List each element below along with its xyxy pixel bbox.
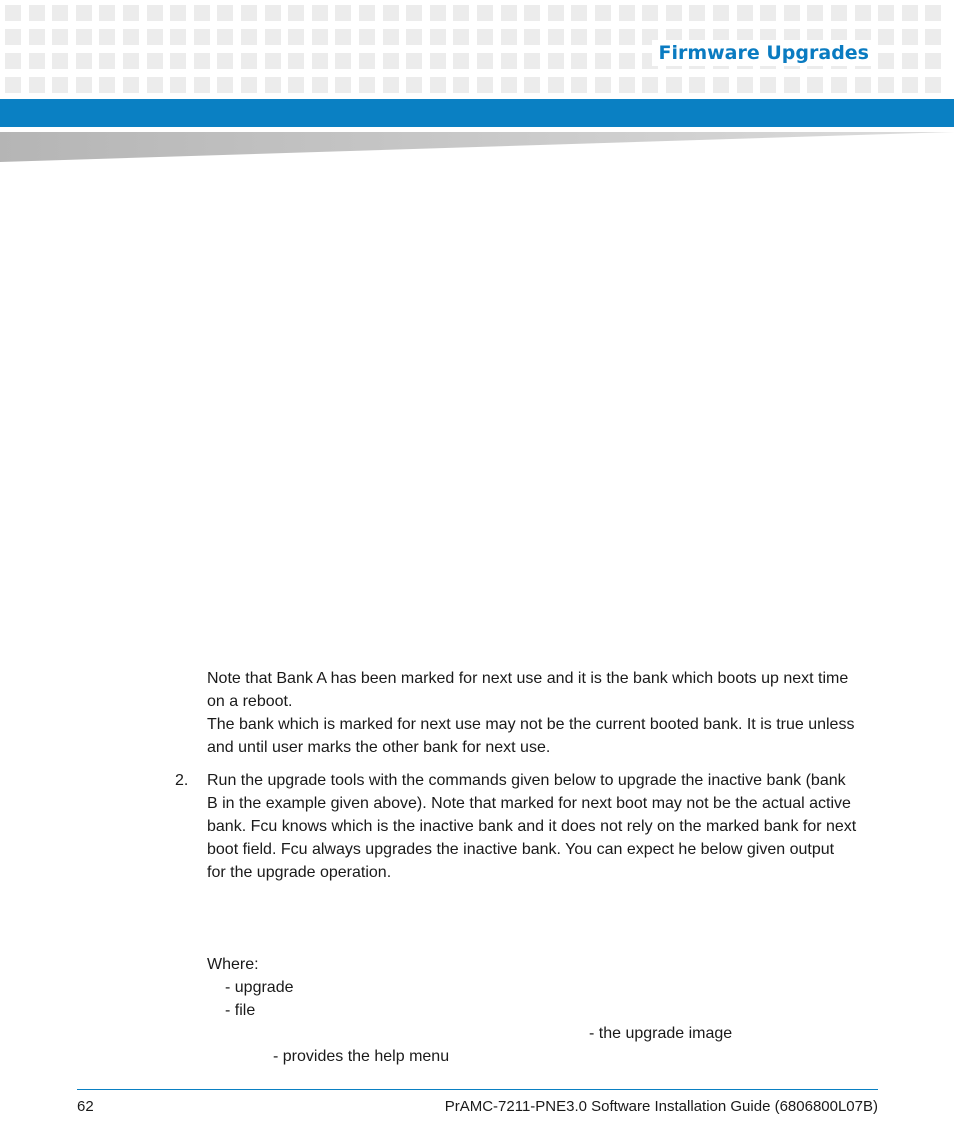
header-square [29,77,45,93]
header-square [619,53,635,69]
header-square [312,77,328,93]
header-square [99,53,115,69]
note-line-3: The bank which is marked for next use may not be the current booted bank. It is true unless [207,716,855,733]
header-square [902,77,918,93]
header-square [784,5,800,21]
footer-doc-title: PrAMC-7211-PNE3.0 Software Installation Guide (6806800L07B) [444,1098,878,1115]
header-square [288,29,304,45]
header-square [619,29,635,45]
header-square [902,53,918,69]
header-square [430,77,446,93]
header-square [123,29,139,45]
header-square [335,29,351,45]
header-square [217,53,233,69]
footer-rule [77,1089,878,1090]
header-square [902,5,918,21]
header-square [571,29,587,45]
header-square [831,77,847,93]
header-square [524,77,540,93]
header-square [241,29,257,45]
header-square [241,53,257,69]
header-square [925,77,941,93]
header-square [29,53,45,69]
header-square [807,5,823,21]
where-label: Where: [207,956,259,973]
header-square [406,77,422,93]
header-square [548,5,564,21]
header-square [642,77,658,93]
header-square [123,5,139,21]
header-square [359,5,375,21]
header-square [335,53,351,69]
header-square [524,29,540,45]
header-square [453,5,469,21]
header-square [265,77,281,93]
step2-line-2: B in the example given above). Note that marked for next boot may not be the actual active [207,795,851,812]
section-title: Firmware Upgrades [652,40,875,66]
header-square [477,5,493,21]
header-square [595,5,611,21]
header-square [76,77,92,93]
header-square [217,29,233,45]
header-square [170,29,186,45]
note-line-2: on a reboot. [207,693,293,710]
header-square [548,77,564,93]
header-square [52,29,68,45]
header-square [194,29,210,45]
where-upgrade: - upgrade [225,979,294,996]
header-square [571,77,587,93]
header-square [878,29,894,45]
header-blue-bar [0,99,954,127]
header-square [925,5,941,21]
header-square [99,77,115,93]
header-square [689,5,705,21]
step-number: 2. [175,772,189,789]
header-square [666,77,682,93]
step2-line-4: boot field. Fcu always upgrades the inactive bank. You can expect he below given output [207,841,835,858]
header-square [453,77,469,93]
header-square [76,29,92,45]
header-square [335,5,351,21]
header-square [76,5,92,21]
header-square [855,77,871,93]
header-square [501,29,517,45]
header-square [335,77,351,93]
header-square [477,29,493,45]
header-square [5,77,21,93]
header-square [902,29,918,45]
header-square [194,77,210,93]
header-square [241,77,257,93]
where-help: - provides the help menu [273,1048,450,1065]
header-square [265,53,281,69]
header-square [288,77,304,93]
header-square [878,77,894,93]
header-square [406,5,422,21]
header-square [925,29,941,45]
header-square [52,77,68,93]
header-square [595,53,611,69]
header-square [666,5,682,21]
header-square [619,77,635,93]
header-square [29,29,45,45]
header-square [784,77,800,93]
page-number: 62 [77,1098,94,1115]
header-square [29,5,45,21]
header-square [878,5,894,21]
note-line-4: and until user marks the other bank for next use. [207,739,551,756]
header-square [312,53,328,69]
header-square [288,53,304,69]
header-square [642,5,658,21]
header-square [170,77,186,93]
header-square [5,29,21,45]
header-square [76,53,92,69]
header-square [147,29,163,45]
header-square [524,53,540,69]
header-square [595,77,611,93]
header-square [312,5,328,21]
header-square [383,29,399,45]
header-square [288,5,304,21]
header-square [925,53,941,69]
header-square [430,29,446,45]
header-grey-wedge [0,132,954,162]
header-square [571,53,587,69]
header-square [147,77,163,93]
header-square [359,53,375,69]
header-square [619,5,635,21]
step2-line-5: for the upgrade operation. [207,864,392,881]
header-square [477,77,493,93]
header-square [147,5,163,21]
header-square [713,77,729,93]
header-square [194,53,210,69]
header-square [312,29,328,45]
header-square [855,5,871,21]
header-square [430,53,446,69]
header-square [5,53,21,69]
header-square [147,53,163,69]
header-square [689,77,705,93]
header-square [194,5,210,21]
header-square [5,5,21,21]
step2-line-3: bank. Fcu knows which is the inactive bank and it does not rely on the marked bank for next [207,818,857,835]
header-square [265,29,281,45]
note-line-1: Note that Bank A has been marked for next use and it is the bank which boots up next time [207,670,849,687]
header-square [548,53,564,69]
header-square [170,53,186,69]
header-square [99,29,115,45]
header-square [383,77,399,93]
header-square [359,29,375,45]
header-square [241,5,257,21]
header-square [383,53,399,69]
header-square [737,5,753,21]
header-square [406,53,422,69]
header-square [123,77,139,93]
step2-line-1: Run the upgrade tools with the commands given below to upgrade the inactive bank (bank [207,772,846,789]
header-square [760,5,776,21]
header-square [453,53,469,69]
header-square [807,77,823,93]
header-square [430,5,446,21]
header-square [760,77,776,93]
header-square [170,5,186,21]
header-square [831,5,847,21]
header-square [501,77,517,93]
header-square [265,5,281,21]
header-square [52,53,68,69]
header-square [406,29,422,45]
header-square [737,77,753,93]
header-square [548,29,564,45]
header-square [477,53,493,69]
header-square [123,53,139,69]
where-file: - file [225,1002,256,1019]
header-square [571,5,587,21]
header-square [501,5,517,21]
header-square [359,77,375,93]
header-square [524,5,540,21]
header-square [595,29,611,45]
header-square [99,5,115,21]
header-square [501,53,517,69]
header-square [52,5,68,21]
header-square [217,5,233,21]
header-square [383,5,399,21]
header-square [713,5,729,21]
header-square [453,29,469,45]
header-square [217,77,233,93]
where-image: - the upgrade image [589,1025,733,1042]
header-square [878,53,894,69]
